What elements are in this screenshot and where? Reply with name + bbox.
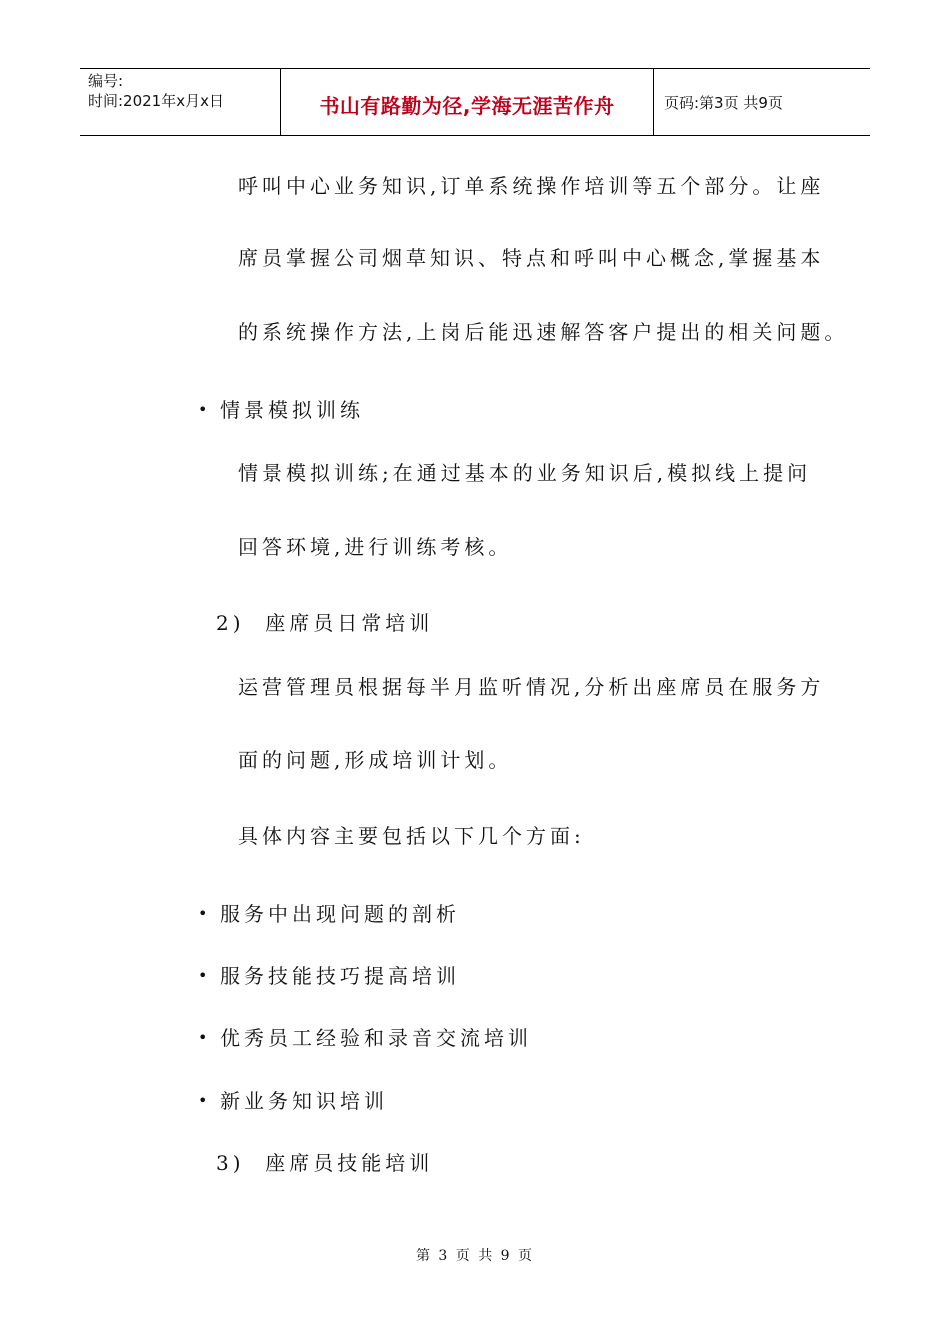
bullet-marker: • (198, 966, 208, 985)
bullet-marker: • (198, 1091, 208, 1110)
bullet-item: 服务中出现问题的剖析 (220, 902, 460, 926)
body-text-line: 席员掌握公司烟草知识、特点和呼叫中心概念,掌握基本 (238, 246, 825, 270)
header-page-number: 页码:第3页 共9页 (664, 93, 783, 112)
bullet-item: 情景模拟训练 (220, 398, 364, 422)
header-meta (80, 69, 281, 135)
body-text-line: 面的问题,形成培训计划。 (238, 748, 513, 772)
body-text-line: 情景模拟训练;在通过基本的业务知识后,模拟线上提问 (238, 461, 812, 485)
document-number-label: 编号: (88, 72, 124, 90)
section-heading: 2) 座席员日常培训 (216, 611, 434, 635)
page-footer: 第 3 页 共 9 页 (415, 1248, 535, 1264)
page-header (80, 68, 870, 136)
bullet-item: 服务技能技巧提高培训 (220, 964, 460, 988)
section-heading: 3) 座席员技能培训 (216, 1151, 434, 1175)
document-time-label: 时间:2021年x月x日 (88, 92, 224, 110)
body-text-line: 运营管理员根据每半月监听情况,分析出座席员在服务方 (238, 675, 825, 699)
header-motto: 书山有路勤为径,学海无涯苦作舟 (319, 93, 615, 118)
header-motto-cell (281, 69, 654, 135)
body-text-line: 回答环境,进行训练考核。 (238, 535, 513, 559)
bullet-marker: • (198, 904, 208, 923)
bullet-item: 新业务知识培训 (220, 1089, 388, 1113)
bullet-item: 优秀员工经验和录音交流培训 (220, 1026, 532, 1050)
body-text-line: 呼叫中心业务知识,订单系统操作培训等五个部分。让座 (238, 174, 825, 198)
body-text-line: 具体内容主要包括以下几个方面: (238, 824, 585, 848)
body-text-line: 的系统操作方法,上岗后能迅速解答客户提出的相关问题。 (238, 320, 849, 344)
header-page-cell (654, 69, 870, 135)
bullet-marker: • (198, 400, 208, 419)
bullet-marker: • (198, 1028, 208, 1047)
